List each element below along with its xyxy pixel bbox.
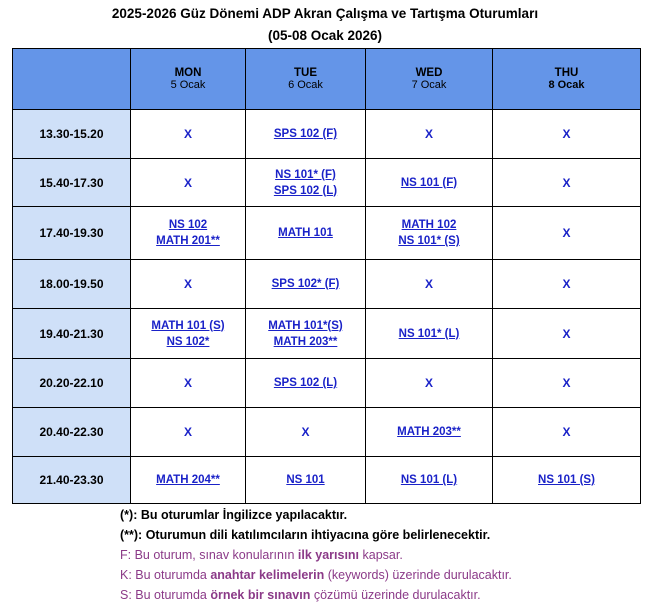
session-cell [131, 110, 246, 159]
no-session-mark: X [183, 376, 192, 390]
session-cell [246, 207, 366, 260]
session-cell [131, 309, 246, 359]
session-cell [493, 408, 641, 457]
session-cell [366, 260, 493, 309]
session-link[interactable]: NS 101 (S) [538, 474, 595, 486]
no-session-mark: X [183, 277, 192, 291]
time-slot: 21.40-23.30 [13, 457, 131, 504]
note-language: (**): Oturumun dili katılımcıların ihtiyacına göre belirlenecektir. [120, 528, 491, 542]
session-link[interactable]: MATH 101 [278, 227, 333, 239]
no-session-mark: X [424, 127, 433, 141]
session-cell [493, 457, 641, 504]
session-link[interactable]: NS 102* [166, 335, 210, 348]
schedule-row [13, 110, 641, 159]
day-header-thu [493, 49, 641, 110]
schedule-table [12, 48, 641, 504]
session-link[interactable]: NS 101* (L) [398, 327, 460, 340]
session-cell [366, 110, 493, 159]
page-title: 2025-2026 Güz Dönemi ADP Akran Çalışma ve Tartışma Oturumları [111, 6, 539, 21]
time-slot: 18.00-19.50 [13, 260, 131, 309]
session-cell [131, 260, 246, 309]
note-text: S: Bu oturumda [120, 588, 211, 602]
session-cell [246, 110, 366, 159]
session-cell [131, 159, 246, 207]
session-link[interactable]: SPS 102 (L) [273, 377, 338, 389]
day-name: TUE [294, 67, 317, 79]
session-link[interactable]: MATH 102 [401, 219, 457, 231]
session-cell [366, 159, 493, 207]
no-session-mark: X [562, 376, 571, 390]
session-cell [246, 309, 366, 359]
note-text: K: Bu oturumda [120, 568, 211, 582]
note-emphasis: ilk yarısını [297, 548, 360, 562]
session-link[interactable]: MATH 203** [273, 335, 338, 348]
day-name: MON [174, 67, 202, 79]
session-cell [493, 207, 641, 260]
day-date: 5 Ocak [170, 79, 206, 91]
session-link[interactable]: MATH 201** [156, 235, 220, 247]
schedule-row [13, 408, 641, 457]
session-link[interactable]: NS 101* (F) [275, 168, 336, 181]
schedule-row [13, 207, 641, 260]
session-link[interactable]: SPS 102 (L) [273, 184, 338, 197]
day-header-wed [366, 49, 493, 110]
session-link[interactable]: NS 101 (F) [400, 176, 458, 189]
note-text: kapsar. [359, 548, 403, 562]
schedule-row [13, 309, 641, 359]
session-link[interactable]: SPS 102* (F) [271, 278, 340, 290]
note-text: çözümü üzerinde durulacaktır. [310, 588, 481, 602]
time-slot: 13.30-15.20 [13, 110, 131, 159]
session-cell [493, 309, 641, 359]
session-cell [366, 408, 493, 457]
session-cell [131, 408, 246, 457]
no-session-mark: X [183, 425, 192, 439]
day-date: 7 Ocak [411, 79, 447, 91]
day-name: WED [415, 67, 443, 79]
session-link[interactable]: SPS 102 (F) [273, 128, 338, 140]
session-cell [131, 457, 246, 504]
time-slot: 15.40-17.30 [13, 159, 131, 207]
no-session-mark: X [562, 425, 571, 439]
time-slot: 20.40-22.30 [13, 408, 131, 457]
session-cell [246, 408, 366, 457]
no-session-mark: X [562, 277, 571, 291]
day-header-tue [246, 49, 366, 110]
session-cell [366, 457, 493, 504]
note-english: (*): Bu oturumlar İngilizce yapılacaktır. [120, 508, 348, 522]
session-link[interactable]: MATH 101 (S) [151, 319, 225, 332]
note-s [120, 585, 512, 605]
day-date: 6 Ocak [288, 79, 323, 91]
corner-cell [13, 49, 131, 110]
day-date: 8 Ocak [548, 79, 585, 91]
session-cell [366, 359, 493, 408]
schedule-row [13, 159, 641, 207]
session-cell [246, 457, 366, 504]
time-slot: 19.40-21.30 [13, 309, 131, 359]
session-cell [493, 260, 641, 309]
session-cell [131, 359, 246, 408]
note-emphasis: anahtar kelimelerin [210, 568, 325, 582]
session-link[interactable]: NS 102 [168, 219, 208, 231]
session-cell [131, 207, 246, 260]
legend-notes [120, 505, 512, 605]
session-cell [366, 207, 493, 260]
no-session-mark: X [183, 127, 192, 141]
time-slot: 20.20-22.10 [13, 359, 131, 408]
session-link[interactable]: NS 101 [286, 474, 325, 486]
day-name: THU [554, 67, 579, 79]
note-emphasis: örnek bir sınavın [210, 588, 311, 602]
no-session-mark: X [424, 376, 433, 390]
no-session-mark: X [562, 326, 571, 341]
no-session-mark: X [424, 277, 433, 291]
no-session-mark: X [562, 127, 571, 141]
schedule-row [13, 260, 641, 309]
session-link[interactable]: MATH 203** [397, 426, 461, 438]
session-link[interactable]: NS 101* (S) [398, 235, 460, 247]
schedule-row [13, 457, 641, 504]
session-cell [366, 309, 493, 359]
no-session-mark: X [301, 425, 310, 439]
no-session-mark: X [562, 175, 571, 190]
schedule-row [13, 359, 641, 408]
time-slot: 17.40-19.30 [13, 207, 131, 260]
note-f [120, 545, 512, 565]
session-cell [493, 159, 641, 207]
header-row [13, 49, 641, 110]
session-link[interactable]: MATH 204** [156, 474, 220, 486]
session-cell [493, 110, 641, 159]
session-cell [246, 159, 366, 207]
note-k [120, 565, 512, 585]
session-cell [246, 359, 366, 408]
session-link[interactable]: MATH 101*(S) [268, 319, 343, 332]
note-text: F: Bu oturum, sınav konularının [120, 548, 298, 562]
day-header-mon [131, 49, 246, 110]
no-session-mark: X [183, 175, 192, 190]
no-session-mark: X [562, 226, 571, 240]
session-link[interactable]: NS 101 (L) [400, 474, 458, 486]
session-cell [246, 260, 366, 309]
session-cell [493, 359, 641, 408]
note-text: (keywords) üzerinde durulacaktır. [324, 568, 512, 582]
page-subtitle: (05-08 Ocak 2026) [267, 28, 383, 43]
